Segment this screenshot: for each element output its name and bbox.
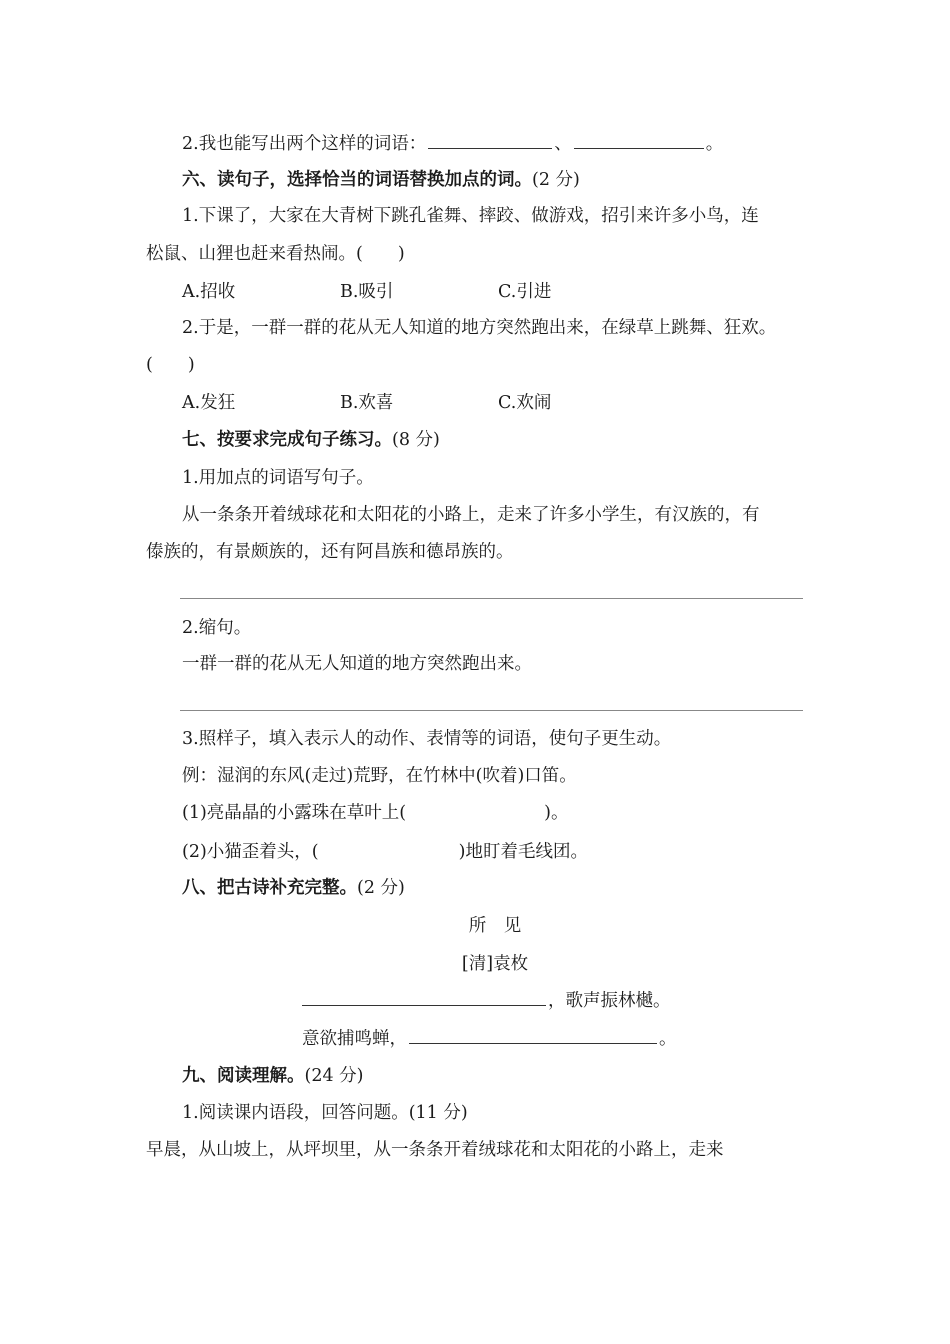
q6-item1-line2: 松鼠、山狸也赶来看热闹。( ) [146,244,405,264]
q9-heading-text: 九、阅读理解。 [182,1066,305,1086]
q6-heading [182,168,580,192]
q7-item2-sentence: 一群一群的花从无人知道的地方突然跑出来。 [182,654,532,674]
poem-line1-after: ，歌声振林樾。 [548,991,671,1011]
q6-points: (2 分) [532,170,580,190]
poem-line1 [302,989,671,1013]
poem-line2-after: 。 [659,1029,677,1049]
q7-item1-line2: 傣族的，有景颇族的，还有阿昌族和德昂族的。 [146,542,514,562]
q7-heading-text: 七、按要求完成句子练习。 [182,430,392,450]
q6-item2-line1: 2.于是，一群一群的花从无人知道的地方突然跑出来，在绿草上跳舞、狂欢。 [182,318,777,338]
q5-separator: 、 [554,134,572,154]
q5-item2-line [182,132,723,156]
q7-item2-answer-line[interactable] [180,710,803,711]
q7-item3-sub2-after: )地盯着毛线团。 [458,842,588,862]
q6-item2-option-a[interactable]: A.发狂 [182,393,236,413]
answer-blank-1[interactable] [428,147,552,149]
q6-item2-line2: ( ) [146,355,195,375]
q9-heading [182,1064,364,1088]
q6-item2-option-b[interactable]: B.欢喜 [340,393,394,413]
q6-item1-option-a[interactable]: A.招收 [182,282,236,302]
q5-end: 。 [705,134,724,154]
poem-line2-blank[interactable] [409,1042,657,1044]
q7-item1-line1: 从一条条开着绒球花和太阳花的小路上，走来了许多小学生，有汉族的，有 [182,505,760,525]
q7-item1-title: 1.用加点的词语写句子。 [182,468,374,488]
poem-title: 所 见 [468,916,522,936]
q7-item3-sub1 [182,801,568,825]
q7-item3-sub2-before: (2)小猫歪着头，( [182,842,319,862]
q7-item3-sub2 [182,840,588,864]
q9-passage-line1: 早晨，从山坡上，从坪坝里，从一条条开着绒球花和太阳花的小路上，走来 [146,1140,724,1160]
q8-heading-text: 八、把古诗补充完整。 [182,878,357,898]
q7-item3-title: 3.照样子，填入表示人的动作、表情等的词语，使句子更生动。 [182,729,672,749]
q8-heading [182,876,405,900]
q8-points: (2 分) [357,878,405,898]
poem-line1-blank[interactable] [302,1004,546,1006]
q7-heading [182,428,440,452]
poem-line2 [302,1027,677,1051]
q7-points: (8 分) [392,430,440,450]
q9-points: (24 分) [304,1066,364,1086]
q6-item1-options [182,280,656,304]
q9-item1-title: 1.阅读课内语段，回答问题。(11 分) [182,1103,468,1123]
q7-item3-sub1-before: (1)亮晶晶的小露珠在草叶上( [182,803,407,823]
q6-item2-option-c[interactable]: C.欢闹 [498,393,552,413]
q5-item2-text: 2.我也能写出两个这样的词语： [182,134,427,154]
q7-item1-answer-line[interactable] [180,598,803,599]
q6-item1-option-c[interactable]: C.引进 [498,282,552,302]
q6-item1-line1: 1.下课了，大家在大青树下跳孔雀舞、摔跤、做游戏，招引来许多小鸟，连 [182,206,759,226]
answer-blank-2[interactable] [574,147,704,149]
poem-author: [清]袁枚 [461,954,529,974]
q7-item2-title: 2.缩句。 [182,618,252,638]
q6-item2-options [182,391,656,415]
poem-line2-before: 意欲捕鸣蝉， [302,1029,407,1049]
q6-item1-option-b[interactable]: B.吸引 [340,282,394,302]
q7-item3-sub1-after: )。 [544,803,569,823]
q7-item3-example: 例：湿润的东风(走过)荒野，在竹林中(吹着)口笛。 [182,766,577,786]
q6-heading-text: 六、读句子，选择恰当的词语替换加点的词。 [182,170,532,190]
